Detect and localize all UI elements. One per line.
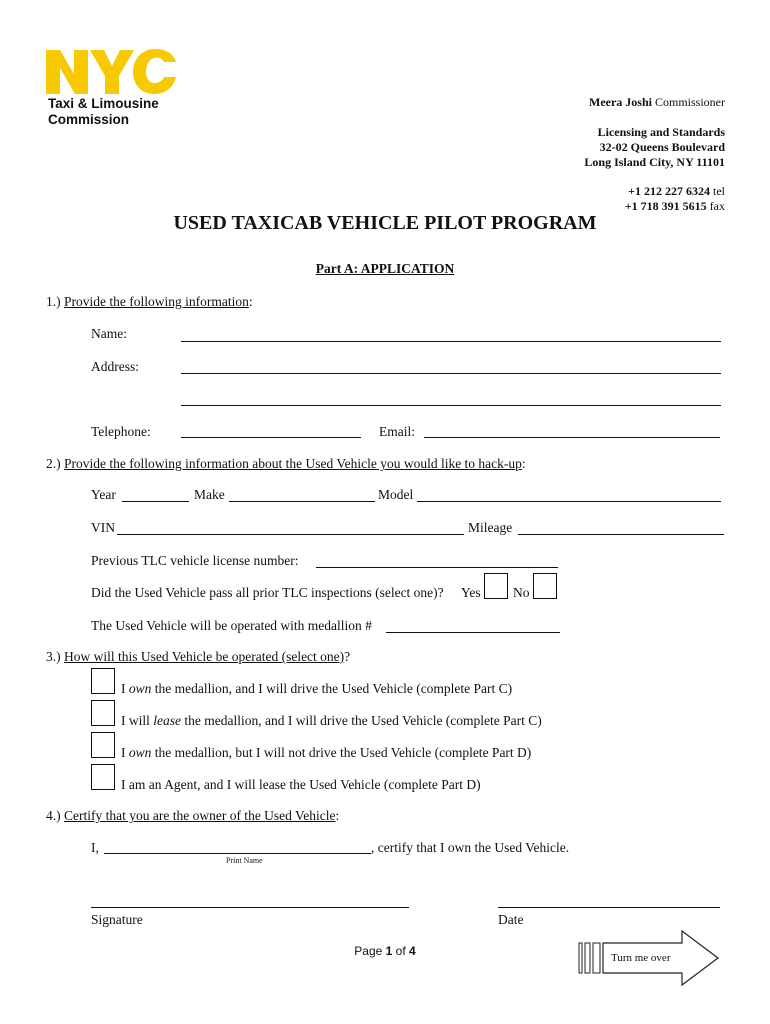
question-4: 4.) Certify that you are the owner of the Used Vehicle: — [46, 808, 340, 823]
office-street: 32-02 Queens Boulevard — [599, 140, 725, 154]
agency-name-line1: Taxi & Limousine — [48, 96, 159, 111]
office-dept: Licensing and Standards — [597, 125, 725, 139]
yes-checkbox[interactable] — [484, 573, 508, 599]
q1-text: Provide the following information — [64, 294, 249, 309]
page-title: USED TAXICAB VEHICLE PILOT PROGRAM — [173, 212, 597, 234]
office-city: Long Island City, NY 11101 — [584, 155, 725, 169]
inspection-question: Did the Used Vehicle pass all prior TLC inspections (select one)? — [91, 585, 444, 600]
q4-text: Certify that you are the owner of the Used Vehicle — [64, 808, 336, 823]
question-1: 1.) Provide the following information: — [46, 294, 253, 309]
tel-line — [625, 184, 725, 199]
option-own-not-drive-label — [121, 745, 531, 761]
q1-number: 1.) — [46, 294, 61, 309]
i-label: I, — [91, 840, 99, 855]
q2-number: 2.) — [46, 456, 61, 471]
name-label: Name: — [91, 326, 127, 341]
contact-phones — [625, 184, 725, 214]
office-address — [584, 125, 725, 170]
option-2-em: lease — [153, 713, 181, 728]
agency-name — [48, 96, 159, 128]
vin-field[interactable] — [117, 534, 464, 535]
medallion-label: The Used Vehicle will be operated with medallion # — [91, 618, 372, 633]
year-field[interactable] — [122, 501, 189, 502]
question-3: 3.) How will this Used Vehicle be operated (select one)? — [46, 649, 351, 664]
option-own-not-drive-checkbox[interactable] — [91, 732, 115, 758]
year-label: Year — [91, 487, 116, 502]
option-1-post: the medallion, and I will drive the Used Vehicle (complete Part C) — [151, 681, 513, 696]
address-field-2[interactable] — [181, 405, 721, 406]
option-3-pre: I — [121, 745, 129, 760]
option-1-em: own — [128, 681, 152, 696]
page-word: Page — [354, 944, 383, 958]
agency-name-line2: Commission — [48, 112, 130, 127]
q4-number: 4.) — [46, 808, 61, 823]
option-3-em: own — [128, 745, 152, 760]
turn-over-arrow-icon[interactable] — [578, 930, 723, 988]
name-field[interactable] — [181, 341, 721, 342]
address-field-1[interactable] — [181, 373, 721, 374]
turn-over-text: Turn me over — [611, 952, 671, 964]
fax-label: fax — [709, 199, 725, 213]
option-agent-lease-checkbox[interactable] — [91, 764, 115, 790]
yes-label: Yes — [461, 585, 481, 600]
telephone-label: Telephone: — [91, 424, 151, 439]
signature-field[interactable] — [91, 907, 409, 908]
medallion-field[interactable] — [386, 632, 560, 633]
q2-text: Provide the following information about the Used Vehicle you would like to hack-up — [64, 456, 522, 471]
email-field[interactable] — [424, 437, 720, 438]
no-checkbox[interactable] — [533, 573, 557, 599]
option-2-post: the medallion, and I will drive the Used Vehicle (complete Part C) — [181, 713, 542, 728]
q3-number: 3.) — [46, 649, 61, 664]
prev-license-label: Previous TLC vehicle license number: — [91, 553, 299, 568]
no-label: No — [513, 585, 530, 600]
telephone-field[interactable] — [181, 437, 361, 438]
q3-text: How will this Used Vehicle be operated (select one) — [64, 649, 345, 664]
page-total: 4 — [409, 944, 416, 958]
option-agent-lease-label — [121, 777, 481, 793]
of-word: of — [395, 944, 406, 958]
make-field[interactable] — [229, 501, 375, 502]
commissioner — [589, 95, 725, 110]
fax-number: +1 718 391 5615 — [624, 199, 707, 213]
commissioner-title: Commissioner — [654, 95, 725, 109]
option-1-pre: I — [121, 681, 129, 696]
mileage-field[interactable] — [518, 534, 724, 535]
print-name-caption: Print Name — [226, 856, 263, 865]
date-field[interactable] — [498, 907, 720, 908]
part-a-heading: Part A: APPLICATION — [315, 261, 455, 276]
tel-label: tel — [713, 184, 725, 198]
nyc-logo — [46, 46, 176, 94]
option-own-drive-label — [121, 681, 512, 697]
option-4-pre: I am an Agent, and I will lease the Used Vehicle (complete Part D) — [121, 777, 481, 792]
prev-license-field[interactable] — [316, 567, 558, 568]
date-label: Date — [498, 912, 524, 927]
page-current: 1 — [385, 944, 393, 958]
vin-label: VIN — [91, 520, 115, 535]
signature-label: Signature — [91, 912, 143, 927]
option-2-pre: I will — [121, 713, 154, 728]
question-2: 2.) Provide the following information about the Used Vehicle you would like to hack-up: — [46, 456, 526, 471]
tel-number: +1 212 227 6324 — [628, 184, 710, 198]
mileage-label: Mileage — [468, 520, 513, 535]
model-label: Model — [378, 487, 414, 502]
address-label: Address: — [91, 359, 139, 374]
model-field[interactable] — [417, 501, 721, 502]
option-3-post: the medallion, but I will not drive the Used Vehicle (complete Part D) — [151, 745, 532, 760]
email-label: Email: — [379, 424, 415, 439]
option-lease-drive-checkbox[interactable] — [91, 700, 115, 726]
print-name-field[interactable] — [104, 853, 371, 854]
option-own-drive-checkbox[interactable] — [91, 668, 115, 694]
certify-text: , certify that I own the Used Vehicle. — [371, 840, 570, 855]
option-lease-drive-label — [121, 713, 542, 729]
commissioner-name: Meera Joshi — [589, 95, 652, 109]
make-label: Make — [194, 487, 225, 502]
